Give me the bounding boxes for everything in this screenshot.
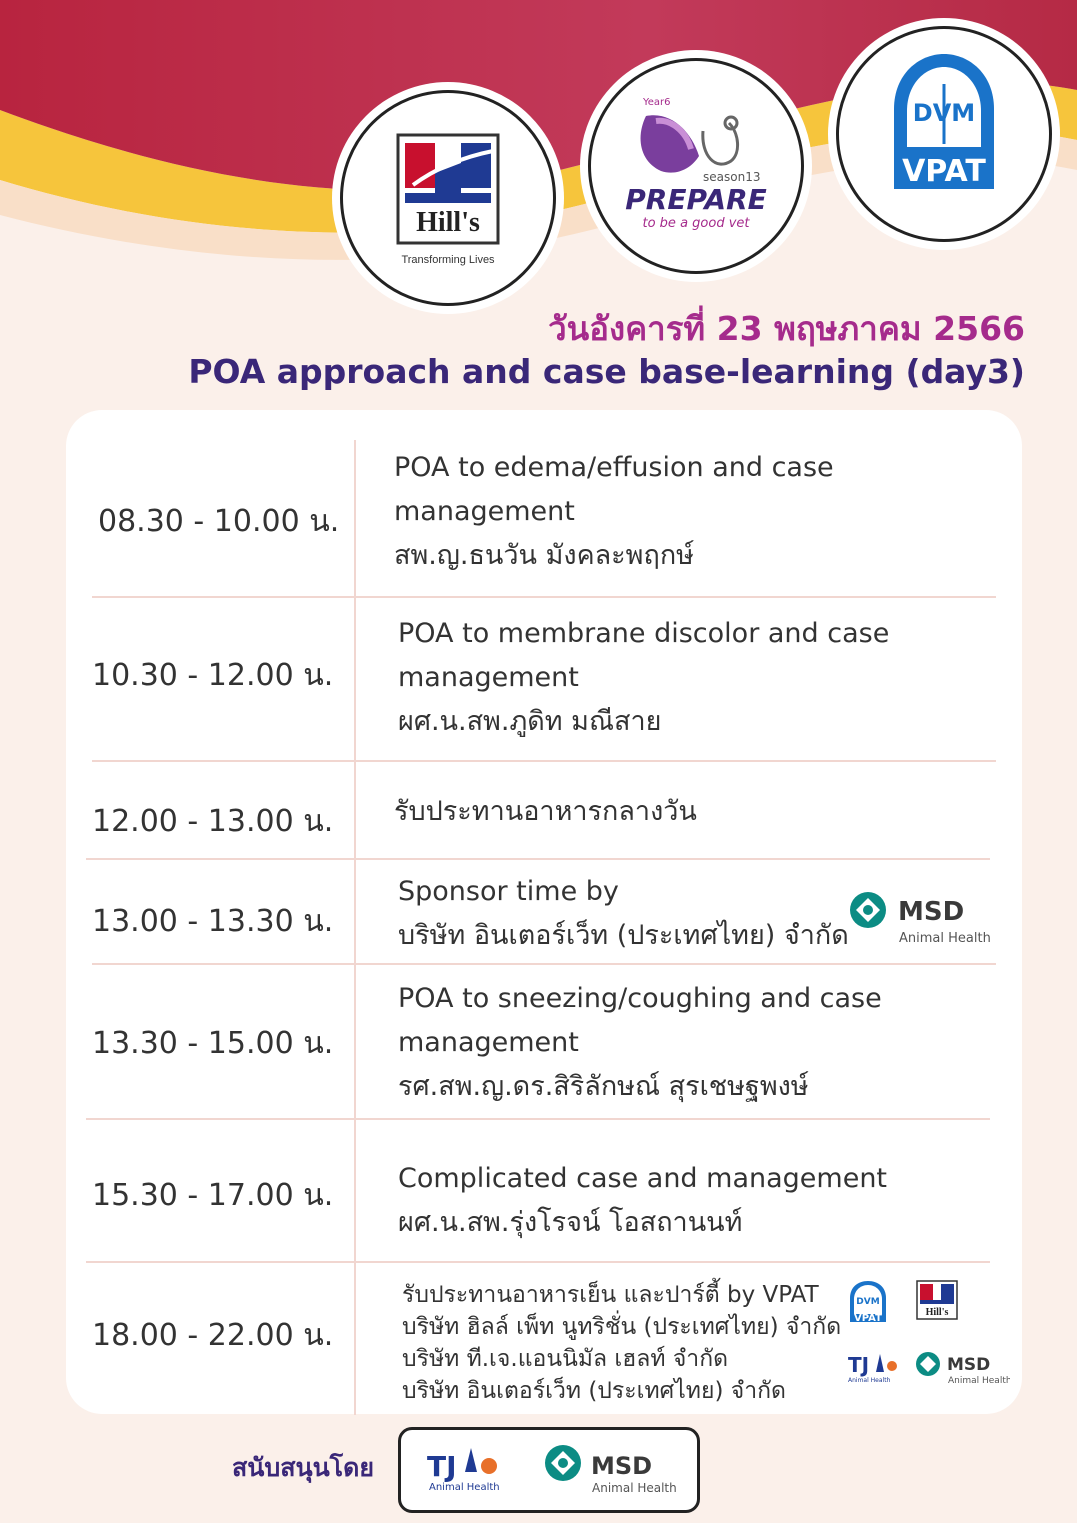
schedule-time: 12.00 - 13.00 น. <box>92 804 334 839</box>
svg-text:Animal Health: Animal Health <box>592 1481 677 1495</box>
session-sponsor: บริษัท ฮิลล์ เพ็ท นูทริชั่น (ประเทศไทย) จำกัด <box>402 1314 842 1340</box>
msd-logo <box>846 888 996 952</box>
sponsor-box <box>398 1427 700 1513</box>
schedule-time: 15.30 - 17.00 น. <box>92 1178 334 1213</box>
hills-logo <box>340 90 556 306</box>
row-divider <box>92 760 996 762</box>
vpat-logo <box>836 26 1052 242</box>
hills-emblem-icon <box>343 93 553 303</box>
vpat-emblem-icon <box>839 29 1049 239</box>
row-divider <box>92 596 996 598</box>
schedule-time: 10.30 - 12.00 น. <box>92 658 334 693</box>
svg-text:Animal Health: Animal Health <box>429 1482 500 1493</box>
svg-text:Hill's: Hill's <box>925 1307 949 1318</box>
session-title: management <box>394 496 575 527</box>
msd-small-icon <box>914 1350 1010 1386</box>
prepare-logo <box>588 58 804 274</box>
schedule-time: 18.00 - 22.00 น. <box>92 1318 334 1353</box>
session-speaker: สพ.ญ.ธนวัน มังคละพฤกษ์ <box>394 540 694 571</box>
session-sponsor: บริษัท อินเตอร์เว็ท (ประเทศไทย) จำกัด <box>398 920 849 951</box>
svg-text:Transforming Lives: Transforming Lives <box>401 254 495 266</box>
svg-text:MSD: MSD <box>947 1355 991 1375</box>
session-title: POA to membrane discolor and case <box>398 618 890 649</box>
msd-logo-footer <box>545 1445 677 1495</box>
svg-text:Year6: Year6 <box>643 97 671 108</box>
row-divider <box>86 1261 990 1263</box>
svg-text:PREPARE: PREPARE <box>625 183 767 216</box>
row-divider <box>86 1118 990 1120</box>
schedule-time: 08.30 - 10.00 น. <box>98 504 340 539</box>
svg-text:to be a good vet: to be a good vet <box>642 216 750 231</box>
tj-small-icon <box>846 1350 902 1386</box>
session-title: management <box>398 1027 579 1058</box>
svg-text:TJ: TJ <box>427 1450 457 1483</box>
vpat-small-logo <box>846 1278 890 1330</box>
session-title: Sponsor time by <box>398 876 619 907</box>
svg-text:VPAT: VPAT <box>902 154 986 189</box>
svg-text:MSD: MSD <box>898 897 965 927</box>
schedule-time: 13.00 - 13.30 น. <box>92 904 334 939</box>
session-sponsor: บริษัท อินเตอร์เว็ท (ประเทศไทย) จำกัด <box>402 1378 786 1404</box>
row-divider <box>86 858 990 860</box>
row-divider <box>92 963 996 965</box>
sponsor-logos <box>401 1430 691 1504</box>
svg-text:TJ: TJ <box>848 1353 870 1377</box>
sponsor-label: สนับสนุนโดย <box>232 1453 374 1482</box>
tj-logo <box>427 1448 500 1493</box>
session-speaker: ผศ.น.สพ.รุ่งโรจน์ โอสถานนท์ <box>398 1207 743 1238</box>
prepare-emblem-icon <box>591 61 801 271</box>
session-title: รับประทานอาหารเย็น และปาร์ตี้ by VPAT <box>402 1282 819 1308</box>
svg-text:Animal Health: Animal Health <box>948 1376 1010 1386</box>
msd-emblem-icon <box>846 888 996 948</box>
session-speaker: รศ.สพ.ญ.ดร.สิริลักษณ์ สุรเชษฐพงษ์ <box>398 1071 809 1102</box>
svg-text:DVM: DVM <box>912 99 976 127</box>
tj-small-logo <box>846 1350 902 1390</box>
svg-text:DVM: DVM <box>856 1297 880 1307</box>
session-title: รับประทานอาหารกลางวัน <box>394 796 697 827</box>
hills-small-logo <box>914 1278 960 1332</box>
session-title: POA to edema/effusion and case <box>394 452 834 483</box>
svg-text:MSD: MSD <box>591 1452 653 1480</box>
svg-text:Animal Health: Animal Health <box>899 931 991 946</box>
schedule-time: 13.30 - 15.00 น. <box>92 1026 334 1061</box>
session-title: POA to sneezing/coughing and case <box>398 983 882 1014</box>
event-date: วันอังคารที่ 23 พฤษภาคม 2566 <box>548 309 1025 348</box>
msd-small-logo <box>914 1350 1010 1390</box>
svg-text:Animal Health: Animal Health <box>848 1377 891 1384</box>
vpat-small-icon <box>846 1278 890 1326</box>
event-title: POA approach and case base-learning (day3) <box>188 352 1025 391</box>
svg-text:season13: season13 <box>703 170 761 184</box>
svg-text:VPAT: VPAT <box>854 1313 882 1324</box>
session-title: Complicated case and management <box>398 1163 888 1194</box>
session-speaker: ผศ.น.สพ.ภูดิท มณีสาย <box>398 706 662 737</box>
svg-text:Hill's: Hill's <box>416 207 480 238</box>
hills-small-icon <box>914 1278 960 1328</box>
session-title: management <box>398 662 579 693</box>
session-sponsor: บริษัท ที.เจ.แอนนิมัล เฮลท์ จำกัด <box>402 1346 729 1372</box>
column-divider <box>354 440 356 1415</box>
